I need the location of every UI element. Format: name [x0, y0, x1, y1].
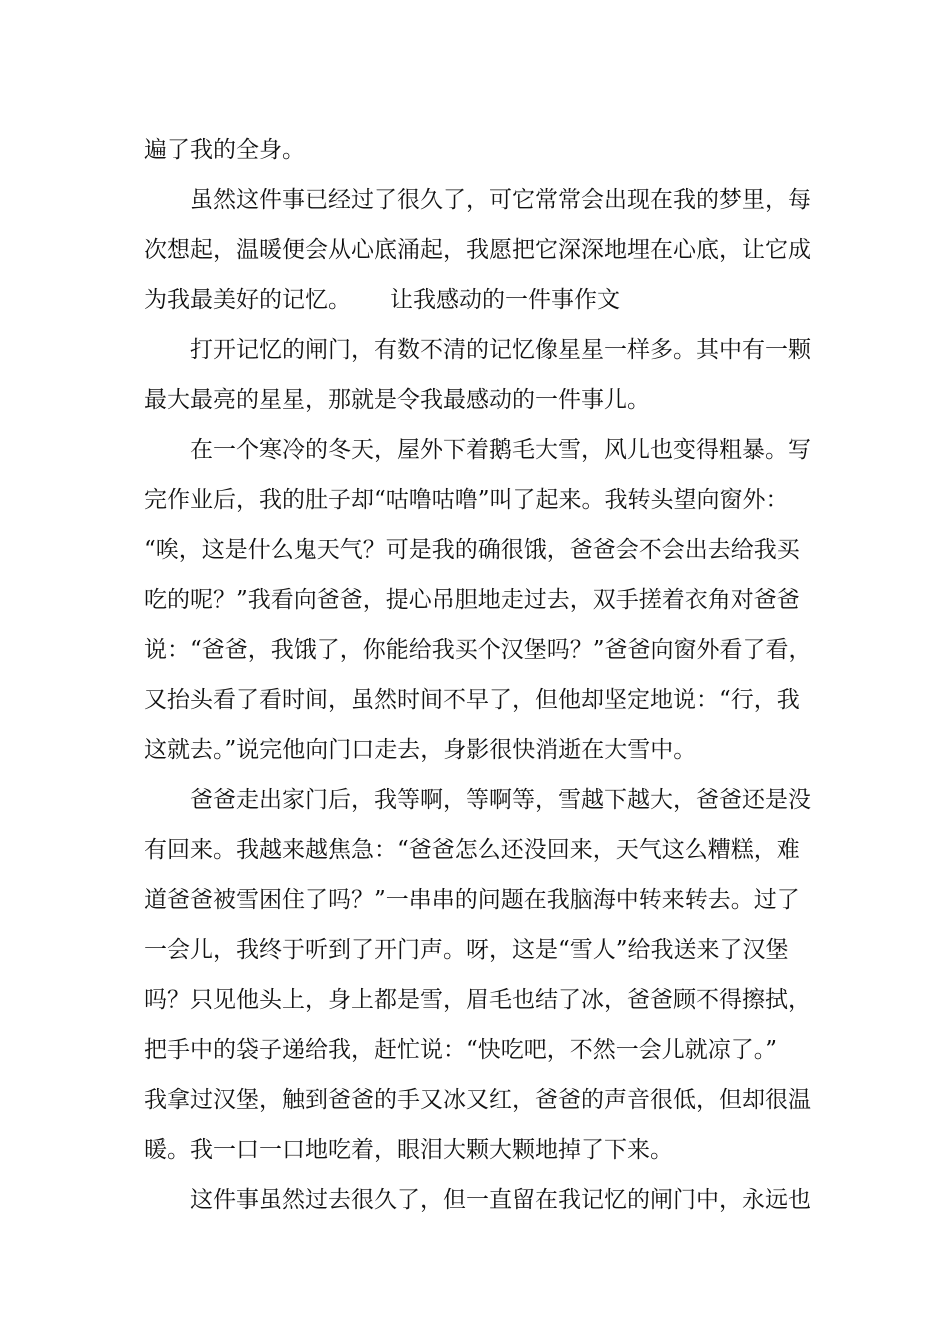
text-line [0, 275, 950, 325]
text-line [0, 725, 950, 775]
line-text: 这件事虽然过去很久了，但一直留在我记忆的闸门中，永远也 [190, 1187, 811, 1213]
text-line [0, 575, 950, 625]
text-line [0, 875, 950, 925]
text-line [0, 525, 950, 575]
text-line [0, 375, 950, 425]
line-text: 爸爸走出家门后，我等啊，等啊等，雪越下越大，爸爸还是没 [190, 787, 811, 813]
text-line [0, 975, 950, 1025]
text-line [0, 325, 950, 375]
text-line [0, 1075, 950, 1125]
line-text: 在一个寒冷的冬天，屋外下着鹅毛大雪，风儿也变得粗暴。写 [190, 437, 811, 463]
line-text: 虽然这件事已经过了很久了，可它常常会出现在我的梦里，每 [190, 187, 811, 213]
text-line [0, 1125, 950, 1175]
text-line [0, 1025, 950, 1075]
line-text: 遍了我的全身。 [144, 137, 305, 163]
line-text: 把手中的袋子递给我，赶忙说：“快吃吧，不然一会儿就凉了。” [144, 1037, 778, 1063]
line-text: 道爸爸被雪困住了吗？”一串串的问题在我脑海中转来转去。过了 [144, 887, 800, 913]
text-line [0, 775, 950, 825]
line-text: 完作业后，我的肚子却“咕噜咕噜”叫了起来。我转头望向窗外： [144, 487, 789, 513]
text-line [0, 625, 950, 675]
line-text: 又抬头看了看时间，虽然时间不早了，但他却坚定地说：“行，我 [144, 687, 800, 713]
text-line [0, 225, 950, 275]
text-line [0, 175, 950, 225]
line-text: 有回来。我越来越焦急：“爸爸怎么还没回来，天气这么糟糕，难 [144, 837, 800, 863]
text-line [0, 475, 950, 525]
text-line [0, 125, 950, 175]
line-text: 吃的呢？”我看向爸爸，提心吊胆地走过去，双手搓着衣角对爸爸 [144, 587, 800, 613]
line-text: 这就去。”说完他向门口走去，身影很快消逝在大雪中。 [144, 737, 697, 763]
line-text: 次想起，温暖便会从心底涌起，我愿把它深深地埋在心底，让它成 [144, 237, 811, 263]
line-text: 一会儿，我终于听到了开门声。呀，这是“雪人”给我送来了汉堡 [144, 937, 789, 963]
line-text: 暖。我一口一口地吃着，眼泪大颗大颗地掉了下来。 [144, 1137, 673, 1163]
line-text: 我拿过汉堡，触到爸爸的手又冰又红，爸爸的声音很低，但却很温 [144, 1087, 811, 1113]
essay-title: 让我感动的一件事作文 [390, 287, 620, 313]
line-text: “唉，这是什么鬼天气？可是我的确很饿，爸爸会不会出去给我买 [144, 537, 800, 563]
line-text: 最大最亮的星星，那就是令我最感动的一件事儿。 [144, 387, 650, 413]
line-text: 说：“爸爸，我饿了，你能给我买个汉堡吗？”爸爸向窗外看了看， [144, 637, 812, 663]
text-line [0, 675, 950, 725]
text-line [0, 425, 950, 475]
line-text: 吗？只见他头上，身上都是雪，眉毛也结了冰，爸爸顾不得擦拭， [144, 987, 811, 1013]
text-line [0, 1175, 950, 1225]
text-line [0, 825, 950, 875]
text-line [0, 925, 950, 975]
line-text: 为我最美好的记忆。 [144, 287, 351, 313]
line-text: 打开记忆的闸门，有数不清的记忆像星星一样多。其中有一颗 [190, 337, 811, 363]
